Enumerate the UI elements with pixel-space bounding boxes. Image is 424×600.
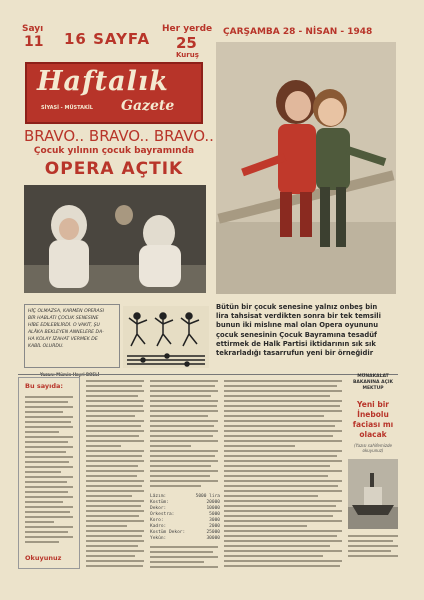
children-photo — [216, 42, 396, 294]
side-story-note: (Yazısı sahifemizde okuyunuz) — [354, 443, 392, 453]
notice-line: HİBE EDİLEBİLİRDİ. O VAKİT, ŞU — [28, 323, 100, 328]
side-story-text — [348, 535, 398, 563]
price-unit: Kuruş — [176, 51, 199, 59]
headline-subtitle: Çocuk yılının çocuk bayramında — [33, 146, 195, 156]
budget-row: Orkestra: 5000 — [150, 512, 220, 517]
article-column-3 — [224, 380, 342, 570]
section-divider — [18, 374, 398, 375]
price-value: 25 — [176, 34, 197, 52]
issue-label: Sayı — [22, 24, 44, 34]
notice-line: KABİL OLURDU. — [28, 344, 64, 349]
article-column-1 — [86, 380, 144, 570]
contents-box — [18, 377, 80, 569]
issue-date: ÇARŞAMBA 28 - NİSAN - 1948 — [223, 27, 373, 37]
teaser-line: bunun iki mislıne mal olan Opera oyununu — [216, 321, 379, 330]
masthead-subtitle: SİYASİ - MÜSTAKİL — [41, 105, 93, 111]
lead-teaser — [216, 303, 398, 358]
price-label: Her yerde — [162, 24, 213, 34]
babies-photo — [24, 185, 206, 293]
dancers-illustration — [123, 306, 209, 368]
teaser-line: Bütün bir çocuk senesine yalnız onbeş bin — [216, 303, 378, 311]
article-column-2b — [150, 546, 218, 572]
issue-number: 11 — [24, 34, 44, 50]
budget-row: Kostüm Dekor: 25000 — [150, 530, 220, 535]
notice-line: BİR HABLATI ÇOCUK SENESİNE — [28, 316, 99, 321]
contents-text — [25, 396, 73, 546]
masthead-logo — [25, 62, 203, 124]
budget-row: Lâzım: 5000 lira — [150, 494, 220, 499]
contents-title: Bu sayıda: — [25, 382, 64, 390]
contents-footer: Okuyunuz — [25, 554, 62, 562]
ship-photo — [348, 459, 398, 529]
side-story-kicker: MÜNAKALAT BAKANINA AÇIK MEKTUP — [352, 374, 394, 391]
bravo-kicker: BRAVO.. BRAVO.. BRAVO.. — [24, 127, 214, 145]
side-story-title: Yeni bir İnebolu faciası mı olacak — [352, 400, 394, 439]
teaser-line: çocuk senesinin Çocuk Bayramına tesadüf — [216, 330, 378, 339]
budget-row: Koro: 3000 — [150, 518, 220, 523]
article-column-2 — [150, 380, 218, 490]
page-count: 16 SAYFA — [64, 30, 151, 48]
masthead-gazete: Gazete — [121, 98, 175, 114]
teaser-line: lira tahsisat verdikten sonra bir tek temsili — [216, 312, 381, 321]
notice-line: HİÇ OLMAZSA, KARMEN OPERASI — [28, 309, 104, 314]
budget-row: Yekûn: 30000 — [150, 536, 220, 541]
budget-row: Dekor: 10000 — [150, 506, 220, 511]
budget-row: Kadro: 2000 — [150, 524, 220, 529]
budget-row: Kostüm: 20000 — [150, 500, 220, 505]
editorial-notice — [24, 304, 120, 368]
budget-table — [150, 494, 220, 542]
teaser-line: ettirmek de Halk Partisi iktidarının sık sık — [216, 339, 376, 348]
masthead-title: Haftalık — [37, 66, 169, 97]
notice-line: HA KOLAY İZAHAT VERMEK DE — [28, 337, 98, 342]
main-headline: OPERA AÇTIK — [44, 159, 184, 179]
notice-line: ALÂKA BEKLEYEN ANNELERE DA- — [28, 330, 104, 335]
side-story-box — [348, 374, 398, 564]
teaser-line: tekrarladığı tasarrufun yeni bir örneğidir — [216, 349, 374, 358]
